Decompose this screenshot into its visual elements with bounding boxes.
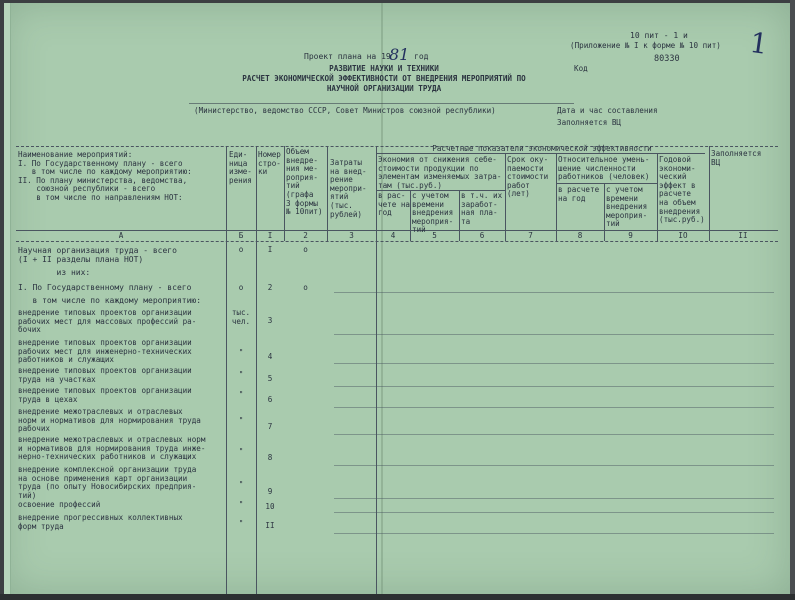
table-row-name: внедрение прогрессивных коллективных форм труда (18, 513, 183, 531)
ministry-underline (189, 103, 574, 104)
col-header-payback: Срок оку- паемости стоимости работ (лет) (507, 155, 549, 199)
paper-edge (4, 3, 11, 594)
title-line-1: РАЗВИТИЕ НАУКИ И ТЕХНИКИ (329, 64, 439, 73)
table-row-unit: o (238, 283, 244, 292)
table-row-name: внедрение типовых проектов организации труда в цехах (18, 386, 192, 404)
col-header-annual: Годовой экономи- ческий эффект в расчете на объем внедрения (тыс.руб.) (659, 155, 705, 225)
table-row-name: освоение профессий (18, 500, 101, 509)
table-row-unit: " (238, 390, 244, 399)
desk-background (0, 594, 795, 600)
col-header-c6: в т.ч. их заработ- ная пла- та (461, 191, 503, 226)
table-row-unit: " (238, 500, 244, 509)
table-row-num: 5 (267, 374, 273, 383)
plan-suffix: год (414, 52, 429, 61)
table-row-volume: o (303, 283, 308, 292)
table-row-name: внедрение типовых проектов организации труда на участках (18, 366, 192, 384)
kod-label: Код (574, 64, 588, 73)
col-divider-economy (376, 146, 377, 594)
col-header-group: Расчетные показатели экономической эффективности (432, 144, 652, 153)
col-header-rownum: Номер стро- ки (258, 150, 281, 177)
table-row-unit: " (238, 348, 244, 357)
col-code: II (738, 231, 748, 240)
table-row-num: 8 (267, 453, 273, 462)
col-code: 4 (390, 231, 396, 240)
col-header-reduction: Относительное умень- шение численности работников (человек) (558, 155, 650, 182)
ministry-label: (Министерство, ведомство СССР, Совет Министров союзной республики) (194, 106, 496, 115)
codes-bottom-rule (16, 241, 778, 242)
table-row-name: в том числе по каждому мероприятию: (18, 296, 202, 305)
handwritten-page-number: 1 (747, 25, 771, 62)
table-row-unit: " (238, 519, 244, 528)
table-row-num: II (265, 521, 275, 530)
col-header-c8: в расчете на год (558, 185, 600, 203)
reduction-rule (557, 183, 657, 184)
table-row-name: внедрение типовых проектов организации рабочих мест для массовых профессий ра- бочих (18, 308, 197, 335)
row-rule (334, 386, 774, 387)
col-code: Б (238, 231, 244, 240)
col-code: 6 (479, 231, 485, 240)
row-rule (334, 407, 774, 408)
table-row-name: Научная организация труда - всего (I + II разделы плана НОТ) (18, 246, 177, 265)
col-header-vc: Заполняется ВЦ (711, 149, 762, 167)
col-code: А (118, 231, 124, 240)
col-code: 5 (432, 231, 437, 240)
table-row-num: 3 (267, 316, 273, 325)
table-row-num: 2 (267, 283, 273, 292)
vc-label: Заполняется ВЦ (557, 118, 622, 127)
table-row-num: 6 (267, 395, 273, 404)
row-rule (334, 363, 774, 364)
title-line-2: РАСЧЕТ ЭКОНОМИЧЕСКОЙ ЭФФЕКТИВНОСТИ ОТ ВНЕДРЕНИЯ МЕРОПРИЯТИЙ ПО (242, 74, 526, 83)
table-row-name: внедрение межотраслевых и отраслевых норм и нормативов для нормирования труда рабочих (18, 407, 201, 434)
col-divider-reduction (556, 153, 557, 241)
form-code: 10 пит - 1 и (630, 31, 688, 40)
table-row-name: из них: (18, 268, 91, 277)
col-divider-payback (505, 153, 506, 241)
table-row-unit: " (238, 370, 244, 379)
row-rule (334, 533, 774, 534)
desk-background (790, 0, 795, 600)
table-row-name: I. По Государственному плану - всего (18, 283, 192, 292)
table-row-unit: " (238, 416, 244, 425)
table-row-num: 9 (267, 487, 273, 496)
col-code: I (267, 231, 273, 240)
row-rule (334, 292, 774, 293)
col-code: 2 (303, 231, 308, 240)
handwritten-year: 81 (389, 45, 410, 64)
row-rule (334, 512, 774, 513)
table-row-name: внедрение типовых проектов организации рабочих мест для инженерно-технических работников и служащих (18, 338, 192, 365)
table-row-unit: тыс. чел. (231, 308, 251, 326)
col-header-c9: с учетом времени внедрения мероприя- тий (606, 185, 648, 229)
table-row-unit: o (238, 245, 244, 254)
form-number: 80330 (654, 54, 680, 64)
col-header-volume: Объем внедре- ния ме- роприя- тий (графа 3 формы № 10пит) (286, 147, 323, 217)
row-rule (334, 465, 774, 466)
form-sheet (4, 3, 790, 594)
col-divider-vc (709, 146, 710, 241)
col-header-name: Наименование мероприятий: I. По Государственному плану - всего в том числе по каждому мероприятию: II. По плану министерства, ведомства, союзной республики - всего в том числе по направлениям НОТ: (18, 150, 192, 202)
col-header-c5: с учетом времени внедрения мероприя- тий (412, 191, 454, 235)
table-row-name: внедрение межотраслевых и отраслевых норм и нормативов для нормирования труда инже- нерно-технических работников и служащих (18, 435, 206, 462)
col-header-economy: Экономия от снижения себе- стоимости продукции по элементам изменяемых затра- там (тыс.руб.) (378, 155, 502, 190)
col-code: 3 (349, 231, 354, 240)
col-code: IO (678, 231, 688, 240)
table-row-unit: " (238, 480, 244, 489)
col-code: 7 (528, 231, 533, 240)
table-row-name: внедрение комплексной организации труда на основе применения карт организации труда (по опыту Новосибирских предприя- тий) (18, 465, 197, 500)
col-divider-annual (657, 153, 658, 241)
row-rule (334, 334, 774, 335)
header-bottom-rule (16, 230, 778, 231)
table-row-volume: o (303, 245, 308, 254)
col-divider-volume (284, 146, 285, 241)
plan-prefix: Проект плана на 19 (304, 52, 391, 61)
col-header-c4: в рас- чете на год (378, 191, 411, 218)
col-code: 9 (628, 231, 633, 240)
col-header-unit: Еди- ница изме- рения (229, 150, 252, 185)
table-row-num: 7 (267, 422, 273, 431)
row-rule (334, 498, 774, 499)
col-header-costs: Затраты на внед- рение меропри- ятий (тыс. рублей) (330, 158, 367, 219)
appendix-note: (Приложение № I к форме № 10 пит) (570, 41, 721, 50)
col-code: 8 (577, 231, 583, 240)
table-row-num: I (267, 245, 273, 254)
row-rule (334, 434, 774, 435)
table-row-num: 10 (265, 502, 275, 511)
table-row-unit: " (238, 447, 244, 456)
col-divider-costs (327, 146, 328, 241)
date-label: Дата и час составления (557, 106, 658, 115)
table-row-num: 4 (267, 352, 273, 361)
title-line-3: НАУЧНОЙ ОРГАНИЗАЦИИ ТРУДА (326, 84, 442, 93)
